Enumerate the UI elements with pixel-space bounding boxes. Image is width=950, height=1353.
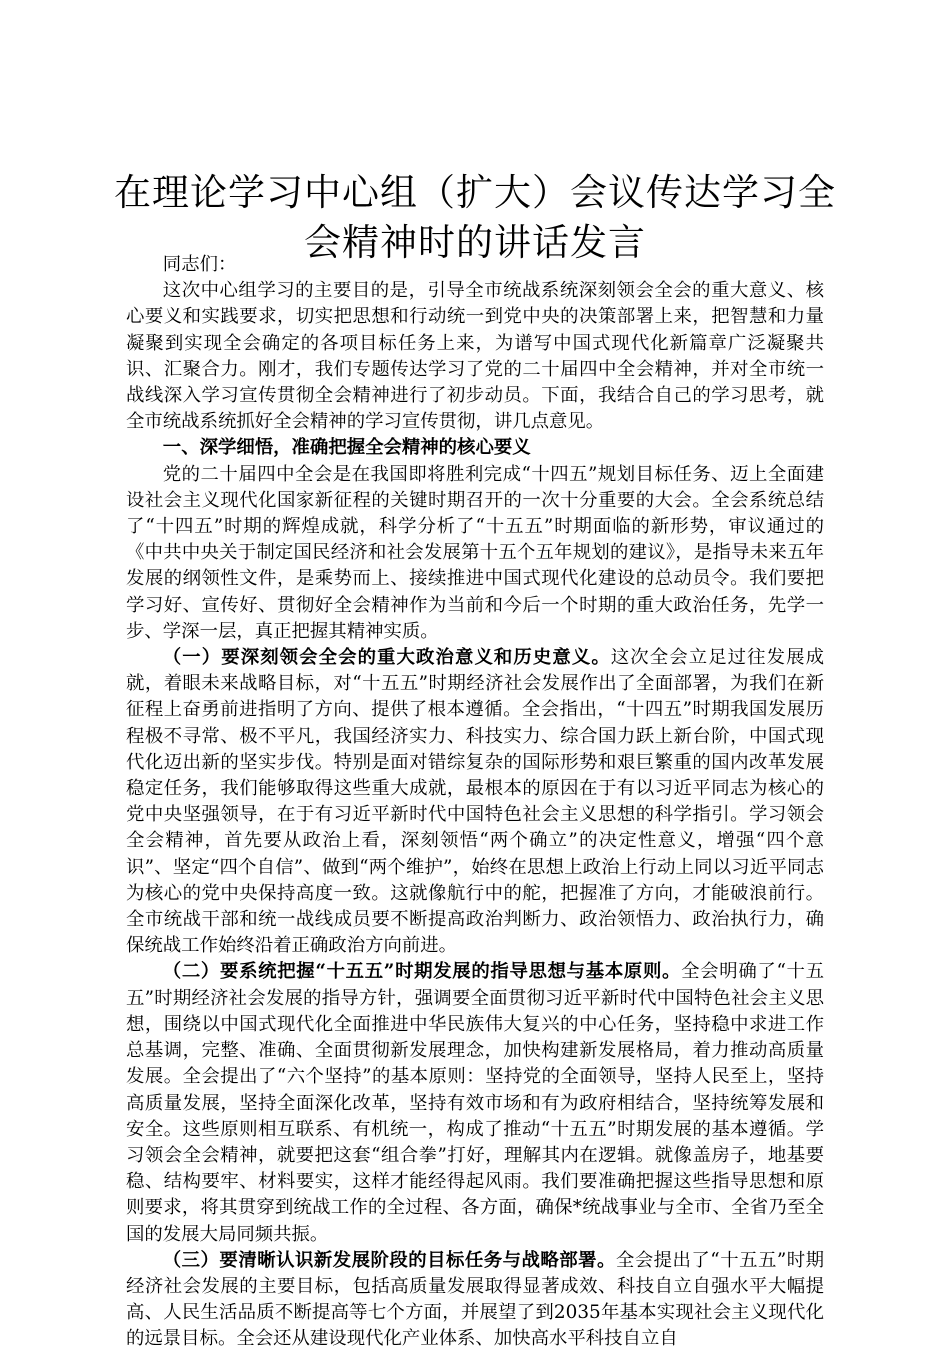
- subsection-3-text: 全会提出了“十五五”时期经济社会发展的主要目标，包括高质量发展取得显著成效、科技自立自强水平大幅提高、人民生活品质不断提高等七个方面，并展望了到2035年基本实现社会主义现代化的远景目标。全会还从建设现代化产业体系、加快高水平科技自立自: [126, 1249, 824, 1350]
- document-body: [126, 252, 824, 1353]
- subsection-3-paragraph: [126, 1248, 824, 1353]
- page-title: 在理论学习中心组（扩大）会议传达学习全会精神时的讲话发言: [114, 171, 836, 264]
- section-1-paragraph: 党的二十届四中全会是在我国即将胜利完成“十四五”规划目标任务、迈上全面建设社会主义现代化国家新征程的关键时期召开的一次十分重要的大会。全会系统总结了“十四五”时期的辉煌成就，科学分析了“十五五”时期面临的新形势，审议通过的《中共中央关于制定国民经济和社会发展第十五个五年规划的建议》，是指导未来五年发展的纲领性文件，是乘势而上、接续推进中国式现代化建设的总动员令。我们要把学习好、宣传好、贯彻好全会精神作为当前和今后一个时期的重大政治任务，先学一步、学深一层，真正把握其精神实质。: [126, 463, 824, 642]
- subsection-3-heading: （三）要清晰认识新发展阶段的目标任务与战略部署。: [162, 1249, 616, 1271]
- subsection-1-heading: （一）要深刻领会全会的重大政治意义和历史意义。: [162, 647, 611, 669]
- subsection-1-paragraph: [126, 645, 824, 959]
- subsection-2-paragraph: [126, 959, 824, 1247]
- section-heading-1: 一、深学细悟，准确把握全会精神的核心要义: [162, 437, 531, 459]
- subsection-1-text: 这次全会立足过往发展成就，着眼未来战略目标，对“十五五”时期经济社会发展作出了全面部署，为我们在新征程上奋勇前进指明了方向、提供了根本遵循。全会指出，“十四五”时期我国发展历程极不寻常、极不平凡，我国经济实力、科技实力、综合国力跃上新台阶，中国式现代化迈出新的坚实步伐。特别是面对错综复杂的国际形势和艰巨繁重的国内改革发展稳定任务，我们能够取得这些重大成就，最根本的原因在于有以习近平同志为核心的党中央坚强领导，在于有习近平新时代中国特色社会主义思想的科学指引。学习领会全会精神，首先要从政治上看，深刻领悟“两个确立”的决定性意义，增强“四个意识”、坚定“四个自信”、做到“两个维护”，始终在思想上政治上行动上同以习近平同志为核心的党中央保持高度一致。这就像航行中的舵，把握准了方向，才能破浪前行。全市统战干部和统一战线成员要不断提高政治判断力、政治领悟力、政治执行力，确保统战工作始终沿着正确政治方向前进。: [126, 647, 824, 957]
- intro-paragraph: 这次中心组学习的主要目的是，引导全市统战系统深刻领会全会的重大意义、核心要义和实践要求，切实把思想和行动统一到党中央的决策部署上来，把智慧和力量凝聚到实现全会确定的各项目标任务上来，为谱写中国式现代化新篇章广泛凝聚共识、汇聚合力。刚才，我们专题传达学习了党的二十届四中全会精神，并对全市统一战线深入学习宣传贯彻全会精神进行了初步动员。下面，我结合自己的学习思考，就全市统战系统抓好全会精神的学习宣传贯彻，讲几点意见。: [126, 280, 824, 433]
- subsection-2-heading: （二）要系统把握“十五五”时期发展的指导思想与基本原则。: [162, 961, 682, 983]
- greeting: 同志们：: [162, 254, 237, 275]
- subsection-2-text: 全会明确了“十五五”时期经济社会发展的指导方针，强调要全面贯彻习近平新时代中国特色社会主义思想，围绕以中国式现代化全面推进中华民族伟大复兴的中心任务，坚持稳中求进工作总基调，完整、准确、全面贯彻新发展理念，加快构建新发展格局，着力推动高质量发展。全会提出了“六个坚持”的基本原则：坚持党的全面领导，坚持人民至上，坚持高质量发展，坚持全面深化改革，坚持有效市场和有为政府相结合，坚持统筹发展和安全。这些原则相互联系、有机统一，构成了推动“十五五”时期发展的基本遵循。学习领会全会精神，就要把这套“组合拳”打好，理解其内在逻辑。就像盖房子，地基要稳、结构要牢、材料要实，这样才能经得起风雨。我们要准确把握这些指导思想和原则要求，将其贯穿到统战工作的全过程、各方面，确保*统战事业与全市、全省乃至全国的发展大局同频共振。: [126, 961, 824, 1245]
